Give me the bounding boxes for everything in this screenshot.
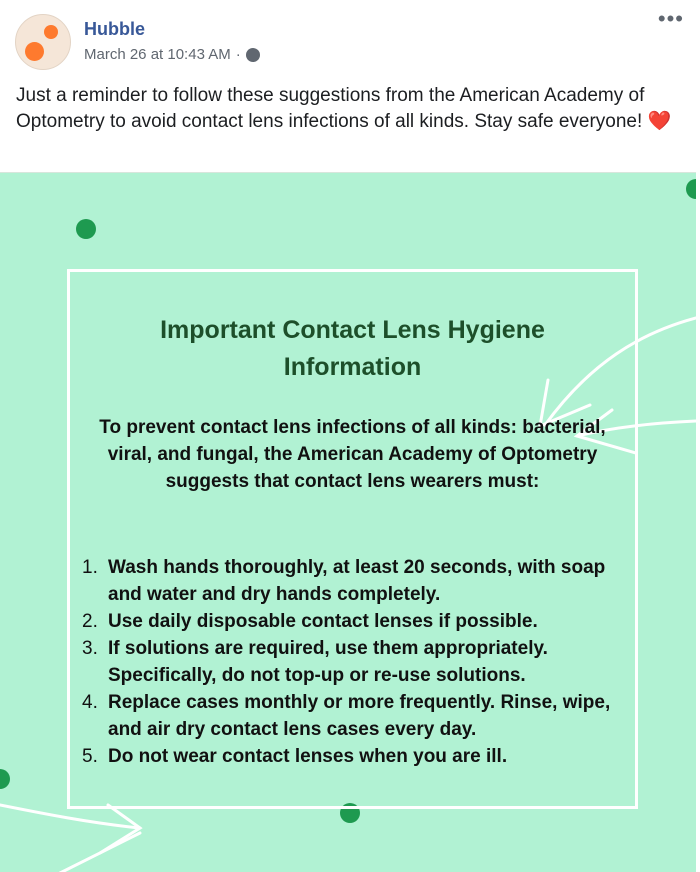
- post-message: [16, 83, 686, 135]
- heart-emoji: ❤️: [647, 111, 672, 132]
- item-text: If solutions are required, use them appropriately. Specifically, do not top-up or re-use solutions.: [108, 638, 548, 686]
- item-text: Wash hands thoroughly, at least 20 seconds, with soap and water and dry hands completely.: [108, 557, 606, 605]
- item-number: 1.: [82, 557, 98, 578]
- image-edge: [696, 172, 700, 872]
- hygiene-list: [82, 554, 625, 770]
- image-title: Important Contact Lens Hygiene Information: [160, 316, 545, 381]
- list-item: [82, 743, 625, 770]
- info-frame: [67, 269, 638, 809]
- post-header: [0, 0, 700, 172]
- item-number: 3.: [82, 638, 98, 659]
- more-options-button[interactable]: •••: [657, 6, 684, 31]
- avatar[interactable]: [15, 14, 71, 70]
- image-intro: To prevent contact lens infections of all kinds: bacterial, viral, and fungal, the American Academy of Optometry suggests that contact lens wearers must:: [99, 417, 606, 492]
- author-name[interactable]: Hubble: [84, 19, 145, 39]
- item-text: Replace cases monthly or more frequently. Rinse, wipe, and air dry contact lens cases every day.: [108, 692, 611, 740]
- globe-icon[interactable]: [246, 48, 260, 62]
- item-text: Do not wear contact lenses when you are ill.: [108, 746, 508, 767]
- message-text: Just a reminder to follow these suggestions from the American Academy of Optometry to avoid contact lens infections of all kinds. Stay safe everyone!: [16, 85, 645, 132]
- item-number: 5.: [82, 746, 98, 767]
- post-image[interactable]: [0, 172, 696, 872]
- timestamp[interactable]: March 26 at 10:43 AM: [84, 46, 231, 63]
- list-item: [82, 635, 625, 689]
- separator: ·: [235, 46, 241, 63]
- list-item: [82, 689, 625, 743]
- item-number: 2.: [82, 611, 98, 632]
- item-number: 4.: [82, 692, 98, 713]
- post-meta: [84, 46, 260, 63]
- item-text: Use daily disposable contact lenses if possible.: [108, 611, 538, 632]
- list-item: [82, 554, 625, 608]
- list-item: [82, 608, 625, 635]
